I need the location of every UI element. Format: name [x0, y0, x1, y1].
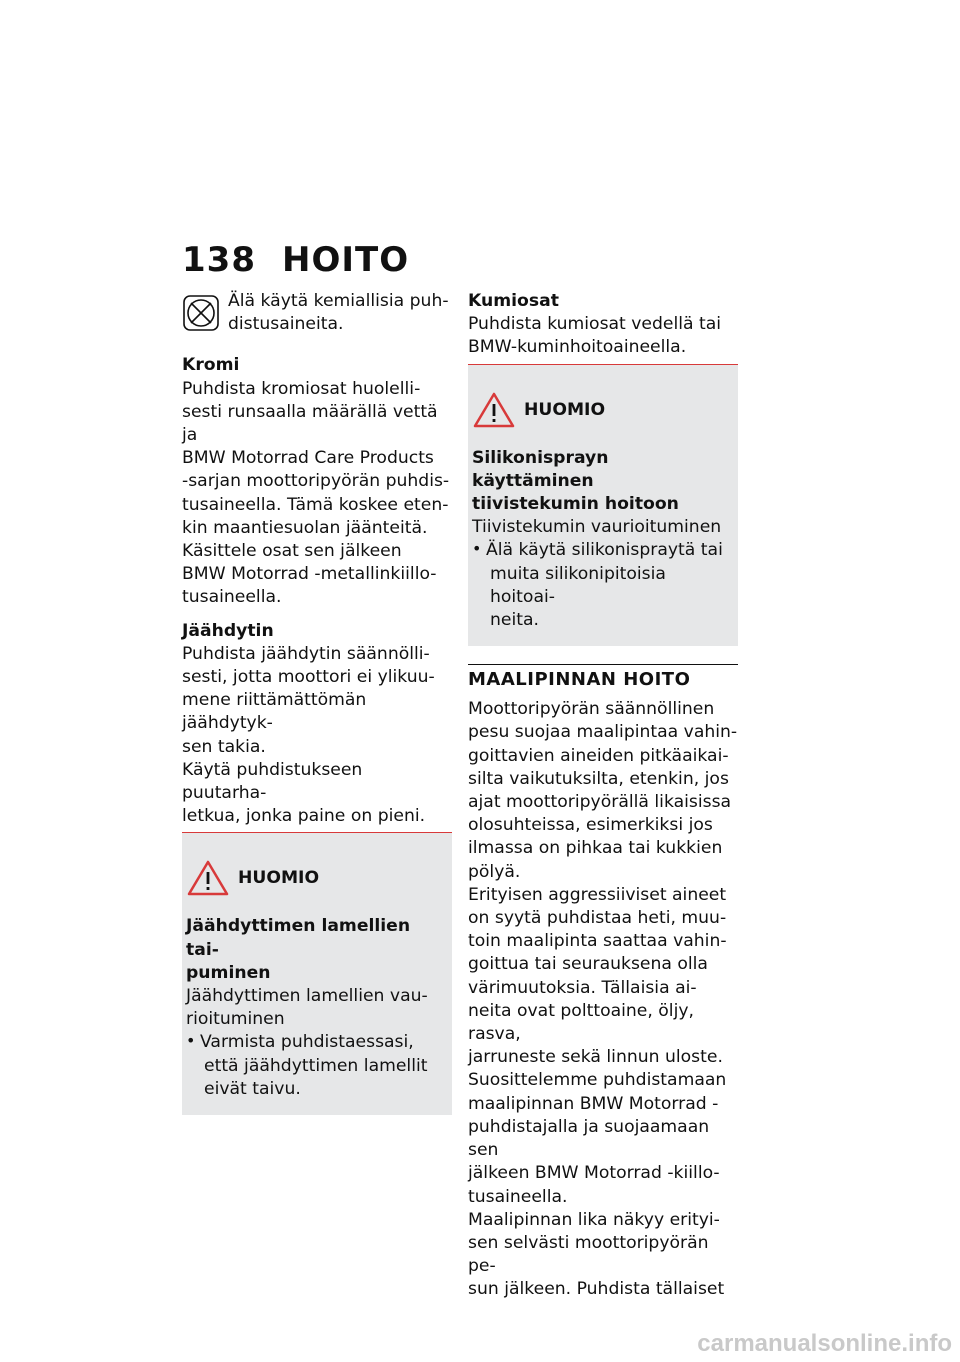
- warning-bullet: • Varmista puhdistaessasi,: [186, 1031, 444, 1054]
- text-line: silta vaikutuksilta, etenkin, jos: [468, 768, 729, 789]
- section-heading: MAALIPINNAN HOITO: [468, 669, 691, 691]
- bullet-line: muita silikonipitoisia hoitoai-: [490, 563, 666, 607]
- warning-sub-line: rioituminen: [186, 1009, 285, 1030]
- jaahdytin-heading: Jäähdytin: [182, 620, 274, 641]
- warning-box: [468, 365, 738, 647]
- warning-title-line: Jäähdyttimen lamellien tai-: [186, 916, 411, 960]
- text-line: -sarjan moottoripyörän puhdis-: [182, 471, 450, 492]
- text-line: pölyä.: [468, 861, 521, 882]
- text-line: puhdistajalla ja suojaamaan sen: [468, 1116, 710, 1161]
- text-line: Puhdista jäähdytin säännölli-: [182, 643, 430, 664]
- warning-title-line: puminen: [186, 962, 271, 983]
- text-line: Käytä puhdistukseen puutarha-: [182, 759, 363, 804]
- text-line: BMW-kuminhoitoaineella.: [468, 337, 687, 358]
- right-column: [468, 290, 738, 1302]
- text-line: värimuutoksia. Tällaisia ai-: [468, 977, 697, 998]
- text-line: neita ovat polttoaine, öljy, rasva,: [468, 1000, 694, 1045]
- bullet-line: että jäähdyttimen lamellit: [204, 1055, 428, 1076]
- kromi-text: [182, 378, 452, 610]
- page-number: 138: [182, 240, 256, 280]
- kumiosat-heading: Kumiosat: [468, 291, 559, 311]
- text-line: Maalipinnan lika näkyy erityi-: [468, 1209, 720, 1230]
- kromi-heading: Kromi: [182, 355, 240, 376]
- text-line: tusaineella.: [182, 587, 282, 608]
- text-line: mene riittämättömän jäähdytyk-: [182, 690, 367, 734]
- warning-triangle-icon: [186, 859, 230, 897]
- bullet-line: Älä käytä silikonispraytä tai: [486, 540, 723, 561]
- text-line: Moottoripyörän säännöllinen: [468, 699, 715, 720]
- text-line: pesu suojaa maalipintaa vahin-: [468, 722, 738, 743]
- text-line: toin maalipinta saattaa vahin-: [468, 931, 727, 952]
- text-line: sen selvästi moottoripyörän pe-: [468, 1232, 709, 1277]
- note-line: distusaineita.: [228, 314, 344, 335]
- warning-sub-line: Tiivistekumin vaurioituminen: [472, 517, 722, 538]
- warning-title-line: Silikonisprayn käyttäminen: [472, 447, 609, 491]
- text-line: Puhdista kromiosat huolelli-: [182, 378, 421, 399]
- text-line: sesti runsaalla määrällä vettä ja: [182, 401, 438, 446]
- section-text: [468, 698, 738, 1301]
- text-line: Käsittele osat sen jälkeen: [182, 541, 402, 562]
- jaahdytin-text: [182, 643, 452, 829]
- text-line: tusaineella.: [468, 1186, 568, 1207]
- warning-box: [182, 833, 452, 1115]
- text-line: kin maantiesuolan jäänteitä.: [182, 517, 428, 538]
- text-line: sun jälkeen. Puhdista tällaiset: [468, 1279, 725, 1300]
- text-line: olosuhteissa, esimerkiksi jos: [468, 815, 713, 836]
- text-line: on syytä puhdistaa heti, muu-: [468, 908, 727, 929]
- warning-bullet: • Älä käytä silikonispraytä tai: [472, 539, 730, 562]
- chemical-note: [182, 290, 452, 336]
- page-title: HOITO: [282, 240, 410, 280]
- text-line: jarruneste sekä linnun uloste.: [468, 1047, 723, 1068]
- warning-label: HUOMIO: [238, 868, 320, 889]
- text-line: Erityisen aggressiiviset aineet: [468, 884, 727, 905]
- text-line: Puhdista kumiosat vedellä tai: [468, 314, 722, 335]
- note-line: Älä käytä kemiallisia puh-: [228, 291, 449, 311]
- text-line: BMW Motorrad -metallinkiillo-: [182, 564, 437, 585]
- warning-label: HUOMIO: [524, 399, 606, 420]
- text-line: goittua tai seurauksena olla: [468, 954, 708, 975]
- left-column: [182, 290, 452, 1115]
- no-chemicals-icon: [182, 294, 220, 332]
- text-line: Suosittelemme puhdistamaan: [468, 1070, 727, 1091]
- text-line: goittavien aineiden pitkäaikai-: [468, 745, 729, 766]
- warning-title-line: tiivistekumin hoitoon: [472, 494, 679, 515]
- warning-sub-line: Jäähdyttimen lamellien vau-: [186, 986, 428, 1007]
- warning-header: [186, 859, 444, 897]
- text-line: sesti, jotta moottori ei ylikuu-: [182, 667, 435, 688]
- watermark: carmanualsonline.info: [697, 1330, 952, 1357]
- bullet-line: eivät taivu.: [204, 1078, 301, 1099]
- text-line: maalipinnan BMW Motorrad -: [468, 1093, 719, 1114]
- text-line: ajat moottoripyörällä likaisissa: [468, 792, 732, 813]
- text-line: sen takia.: [182, 736, 266, 757]
- text-line: letkua, jonka paine on pieni.: [182, 806, 426, 827]
- text-line: jälkeen BMW Motorrad -kiillo-: [468, 1163, 720, 1184]
- text-line: BMW Motorrad Care Products: [182, 448, 434, 469]
- bullet-line: Varmista puhdistaessasi,: [200, 1032, 414, 1053]
- text-line: tusaineella. Tämä koskee eten-: [182, 494, 449, 515]
- warning-header: [472, 391, 730, 429]
- page-header: [182, 240, 409, 280]
- text-line: ilmassa on pihkaa tai kukkien: [468, 838, 723, 859]
- warning-triangle-icon: [472, 391, 516, 429]
- section-rule: [468, 664, 738, 665]
- bullet-line: neita.: [490, 610, 539, 631]
